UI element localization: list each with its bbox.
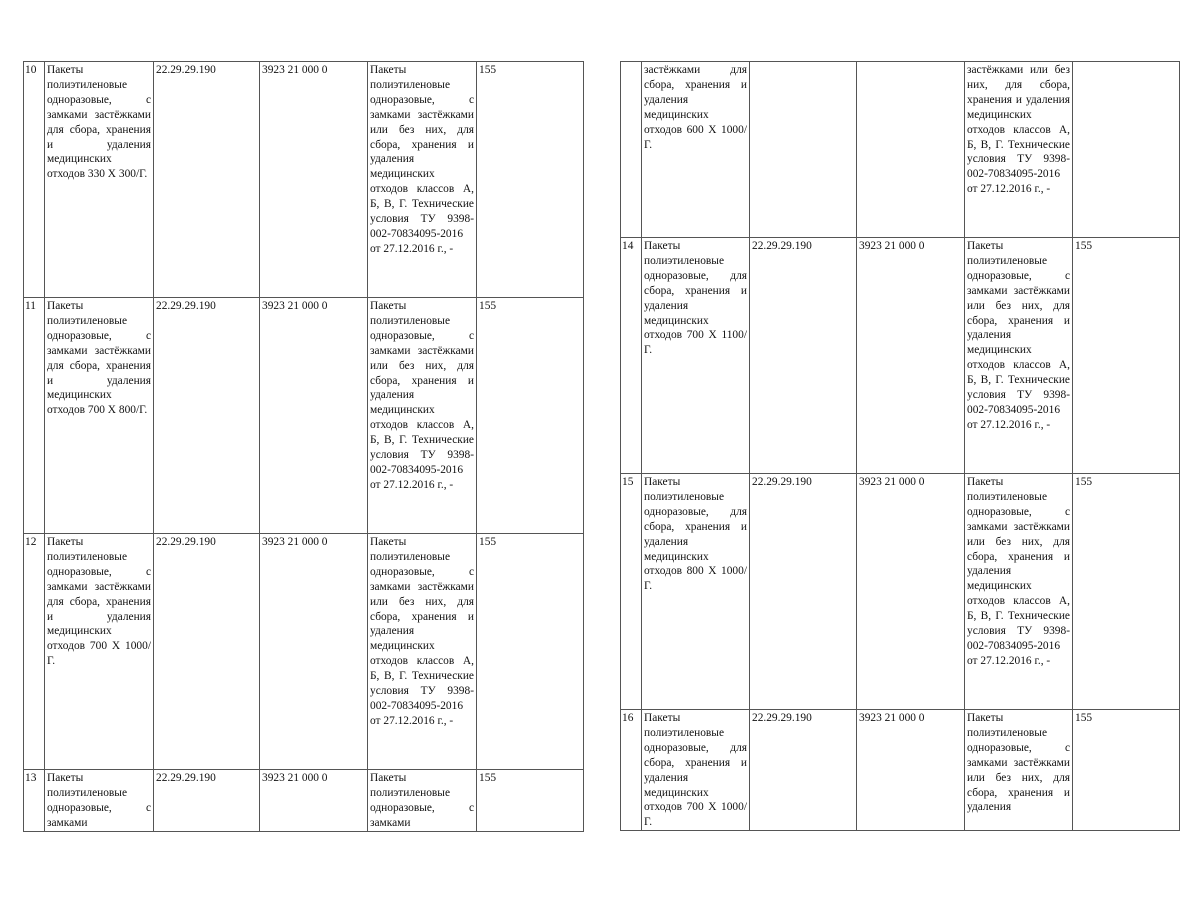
tnved-code: 3923 21 000 0 (857, 238, 965, 474)
item-name: застёжками для сбора, хранения и удаления медицинских отходов 600 Х 1000/Г. (642, 62, 750, 238)
table-row (24, 298, 584, 534)
country-code (1073, 62, 1180, 238)
tnved-code: 3923 21 000 0 (857, 710, 965, 831)
row-number (621, 62, 642, 238)
country-code: 155 (477, 770, 584, 832)
country-code: 155 (1073, 238, 1180, 474)
row-number: 10 (24, 62, 45, 298)
item-name: Пакеты полиэтиленовые одноразовые, с замками застёжками для сбора, хранения и удаления медицинских отходов 700 Х 800/Г. (45, 298, 154, 534)
item-description: застёжками или без них, для сбора, хранения и удаления медицинских отходов классов А, Б, В, Г. Технические условия ТУ 9398-002-70834095-2016 от 27.12.2016 г., - (965, 62, 1073, 238)
table-row (621, 474, 1180, 710)
row-number: 12 (24, 534, 45, 770)
item-name: Пакеты полиэтиленовые одноразовые, для сбора, хранения и удаления медицинских отходов 700 Х 1000/Г. (642, 710, 750, 831)
table-row (24, 534, 584, 770)
tnved-code (857, 62, 965, 238)
okpd-code: 22.29.29.190 (750, 238, 857, 474)
table-row (24, 62, 584, 298)
item-description: Пакеты полиэтиленовые одноразовые, с замками застёжками или без них, для сбора, хранения и удаления (965, 710, 1073, 831)
tnved-code: 3923 21 000 0 (260, 62, 368, 298)
row-number: 11 (24, 298, 45, 534)
okpd-code: 22.29.29.190 (750, 710, 857, 831)
table-row (621, 62, 1180, 238)
right-page (620, 61, 1180, 831)
item-name: Пакеты полиэтиленовые одноразовые, для сбора, хранения и удаления медицинских отходов 800 Х 1000/Г. (642, 474, 750, 710)
table-row (621, 238, 1180, 474)
item-description: Пакеты полиэтиленовые одноразовые, с замками застёжками или без них, для сбора, хранения и удаления медицинских отходов классов А, Б, В, Г. Технические условия ТУ 9398-002-70834095-2016 от 27.12.2016 г., - (965, 238, 1073, 474)
okpd-code (750, 62, 857, 238)
okpd-code: 22.29.29.190 (154, 770, 260, 832)
row-number: 13 (24, 770, 45, 832)
left-page (23, 61, 584, 832)
item-name: Пакеты полиэтиленовые одноразовые, с замками (45, 770, 154, 832)
country-code: 155 (1073, 710, 1180, 831)
item-name: Пакеты полиэтиленовые одноразовые, с замками застёжками для сбора, хранения и удаления медицинских отходов 700 Х 1000/Г. (45, 534, 154, 770)
goods-table-right (620, 61, 1180, 831)
row-number: 14 (621, 238, 642, 474)
item-description: Пакеты полиэтиленовые одноразовые, с замками (368, 770, 477, 832)
row-number: 15 (621, 474, 642, 710)
item-name: Пакеты полиэтиленовые одноразовые, с замками застёжками для сбора, хранения и удаления медицинских отходов 330 Х 300/Г. (45, 62, 154, 298)
country-code: 155 (477, 62, 584, 298)
row-number: 16 (621, 710, 642, 831)
country-code: 155 (1073, 474, 1180, 710)
okpd-code: 22.29.29.190 (750, 474, 857, 710)
goods-table-left (23, 61, 584, 832)
item-description: Пакеты полиэтиленовые одноразовые, с замками застёжками или без них, для сбора, хранения и удаления медицинских отходов классов А, Б, В, Г. Технические условия ТУ 9398-002-70834095-2016 от 27.12.2016 г., - (965, 474, 1073, 710)
table-row (621, 710, 1180, 831)
item-description: Пакеты полиэтиленовые одноразовые, с замками застёжками или без них, для сбора, хранения и удаления медицинских отходов классов А, Б, В, Г. Технические условия ТУ 9398-002-70834095-2016 от 27.12.2016 г., - (368, 298, 477, 534)
item-description: Пакеты полиэтиленовые одноразовые, с замками застёжками или без них, для сбора, хранения и удаления медицинских отходов классов А, Б, В, Г. Технические условия ТУ 9398-002-70834095-2016 от 27.12.2016 г., - (368, 62, 477, 298)
okpd-code: 22.29.29.190 (154, 534, 260, 770)
tnved-code: 3923 21 000 0 (260, 770, 368, 832)
item-name: Пакеты полиэтиленовые одноразовые, для сбора, хранения и удаления медицинских отходов 700 Х 1100/Г. (642, 238, 750, 474)
item-description: Пакеты полиэтиленовые одноразовые, с замками застёжками или без них, для сбора, хранения и удаления медицинских отходов классов А, Б, В, Г. Технические условия ТУ 9398-002-70834095-2016 от 27.12.2016 г., - (368, 534, 477, 770)
country-code: 155 (477, 298, 584, 534)
table-row (24, 770, 584, 832)
tnved-code: 3923 21 000 0 (857, 474, 965, 710)
okpd-code: 22.29.29.190 (154, 62, 260, 298)
okpd-code: 22.29.29.190 (154, 298, 260, 534)
tnved-code: 3923 21 000 0 (260, 534, 368, 770)
country-code: 155 (477, 534, 584, 770)
tnved-code: 3923 21 000 0 (260, 298, 368, 534)
